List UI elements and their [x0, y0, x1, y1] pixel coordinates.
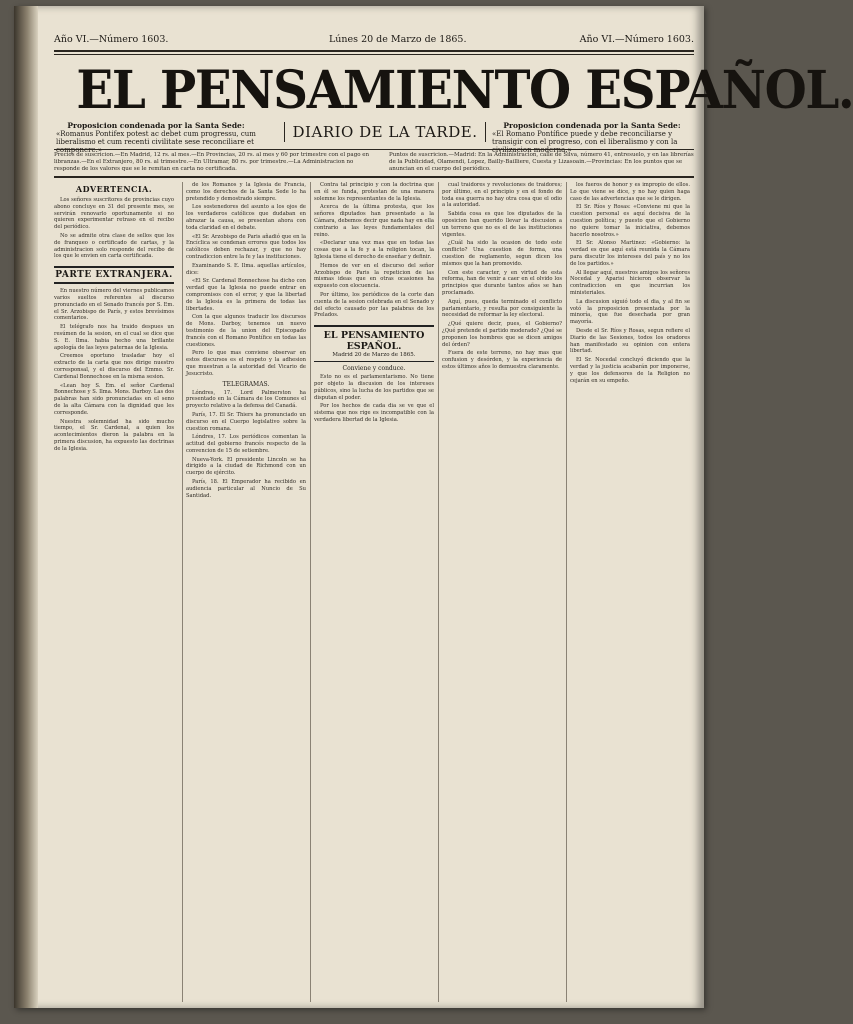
rule-top — [54, 50, 694, 52]
article-paragraph: Examinando S. E. Ilma. aquellas artículos, dice: — [186, 262, 306, 276]
column-4 — [438, 182, 562, 1002]
column-1 — [54, 182, 174, 1002]
proposition-left-text: «Romanus Pontifex potest ac debet cum progressu, cum liberalismo et cum recenti civilitate sese reconciliare et componere.» — [56, 130, 256, 154]
article-paragraph: «El Sr. Arzobispo de Paris añadió que en la Encíclica se condenan errores que todos los católicos deben rechazar, y que no hay contradiccion entre la fe y las instituciones. — [186, 233, 306, 260]
article-paragraph: «Declarar una vez mas que en todas las cosas que a la fe y a la religion tocan, la Iglesia tiene el derecho de enseñar y definir. — [314, 240, 434, 260]
editorial-header — [314, 325, 434, 362]
article-paragraph: La discusion siguió todo el dia, y al fin se votó la proposicion presentada por la minoría, que fue desechada por gran mayoría. — [570, 298, 690, 326]
editorial-paragraph: Esto no es el parlamentarismo. No tiene por objeto la discusion de los intereses públicos, sino la lucha de los partidos que se disputan el poder. — [314, 374, 434, 401]
subscription-prices: Precios de suscricion.—En Madrid, 12 rs. al mes.—En Provincias, 20 rs. al mes y 60 por trimestre con el pago en libranzas.—En el Extranjero, 80 rs. al trimestre.—En Ultramar, 80 rs. por trimestre.—La Administracion no responde de los valores que se le remitan en carta no certificada. — [54, 152, 370, 172]
rule-top-thin — [54, 54, 694, 55]
proposition-left-title: Proposicion condenada por la Santa Sede: — [67, 121, 245, 130]
article-paragraph: Creemos oportuno trasladar hoy el extracto de la carta que nos dirige nuestro corresponsal, y el discurso del Emmo. Sr. Cardenal Bonnechose en la misma sesion. — [54, 353, 174, 380]
telegram-item: Nueva-York. El presidente Lincoln se ha dirigido a la ciudad de Richmond con un cuerpo de ejército. — [186, 456, 306, 477]
article-paragraph: «Lean hoy S. Em. el señor Cardenal Bonnechose y S. Ilma. Mons. Darboy. Las dos palabras han sido pronunciadas en el seno de la alta Cámara con la dignidad que les corresponde. — [54, 382, 174, 416]
article-paragraph: Al llegar aquí, nuestros amigos los señores Nocedal y Aparisi hicieron observar la contradiccion en que incurrian los ministeriales. — [570, 269, 690, 296]
telegrams-title: TELEGRAMAS. — [222, 380, 270, 388]
article-paragraph: Hemos de ver en el discurso del señor Arzobispo de Paris la repeticion de las mismas ideas que en otras ocasiones ha expuesto con elocuencia. — [314, 262, 434, 290]
editorial-subheading: Conviene y conduce. — [342, 365, 406, 373]
article-paragraph: Acerca de la última protesta, que los señores diputados han presentado a la Cámara, debemos decir que nada hay en ella contrario a las leyes fundamentales del reino. — [314, 204, 434, 238]
page-binding — [14, 6, 38, 1008]
article-paragraph: Desde el Sr. Ríos y Rosas, segun refiere el Diario de las Sesiones, todos los oradores han manifestado su opinion con entera libertad. — [570, 327, 690, 355]
editorial-paragraph: Por los hechos de cada dia se ve que el sistema que nos rige es incompatible con la verdadera libertad de la Iglesia. — [314, 403, 434, 423]
subscription-terms — [54, 152, 694, 174]
column-5 — [566, 182, 690, 1002]
article-paragraph: cual traidores y revoluciones de traidores; por último, en el principio y en el fondo de toda esa guerra no hay otra cosa que el odio a la autoridad. — [442, 182, 562, 209]
article-paragraph: Pero lo que mas conviene observar en estos discursos es el respeto y la adhesion que muestran a la autoridad del Vicario de Jesucristo. — [186, 350, 306, 377]
article-paragraph: Nuestra solemnidad ha sido mucho tiempo, el Sr. Cardenal, a quien los acontecimientos dieron la palabra en la primera discusion, ha expuesto las doctrinas de la Iglesia. — [54, 418, 174, 452]
editorial-paper-name: EL PENSAMIENTO ESPAÑOL. — [323, 330, 425, 353]
subscription-points: Puntos de suscricion.—Madrid: En la Administracion, calle de Silva, número 41, entresuelo, y en las librerías de la Publicidad, Olamendi, Lopez, Bailly-Bailliere, Cuesta y Lizasoain.—Provincias: En los puntos que se anuncian en el cuerpo del periódico. — [389, 152, 694, 172]
article-paragraph: Por último, los periódicos de la corte dan cuenta de la sesion celebrada en el Senado y del efecto causado por las palabras de los Prelados. — [314, 291, 434, 319]
article-paragraph: Sabida cosa es que los diputados de la oposicion han querido llevar la discusion a un terreno que no es el de las instituciones vigentes. — [442, 211, 562, 238]
article-paragraph: El Sr. Ríos y Rosas: «Conviene mi que la cuestion personal es aquí decisiva de la cuestion política; y puesto que el Gobierno no quiere tomar la iniciativa, debemos hacerlo nosotros.» — [570, 204, 690, 238]
rule-body-top — [54, 176, 694, 178]
top-info-line — [54, 34, 694, 48]
article-paragraph: El Sr. Alonso Martinez: «Gobierno: la verdad es que aquí está reunida la Cámara para discutir los intereses del país y no los de los partidos.» — [570, 240, 690, 267]
article-paragraph: El telégrafo nos ha traido despues un resúmen de la sesion, en el cual se dice que S. E. Ilma. habia hecho una brillante apología de las leyes paternas de la Iglesia. — [54, 324, 174, 351]
article-paragraph: Fuera de este terreno, no hay mas que confusion y desórden, y la experiencia de estos últimos años lo demuestra claramente. — [442, 350, 562, 370]
column-2 — [182, 182, 306, 1002]
column-3 — [310, 182, 434, 1002]
article-paragraph: «El Sr. Cardenal Bonnechose ha dicho con verdad que la Iglesia no puede entrar en compromisos con el error, y que la libertad de la Iglesia es la primera de todas las libertades. — [186, 278, 306, 312]
article-paragraph: Contra tal principio y con la doctrina que en él se funda, protestan de una manera solemne los representantes de la Iglesia. — [314, 182, 434, 202]
telegram-item: Lóndres, 17. Lord Palmerston ha presentado en la Cámara de los Comunes el proyecto relativo a la defensa del Canadá. — [186, 389, 306, 410]
telegram-item: París, 18. El Emperador ha recibido en audiencia particular al Nuncio de Su Santidad. — [186, 479, 306, 499]
section-heading-foreign: PARTE EXTRANJERA. — [54, 266, 174, 284]
proposition-right-title: Proposicion condenada por la Santa Sede: — [503, 121, 681, 130]
masthead-title: EL PENSAMIENTO ESPAÑOL. — [76, 60, 853, 121]
advert-paragraph: Los señores suscritores de provincias cuyo abono concluye en 31 del presente mes, se servirán renovarlo oportunamente si no quieren experimentar retraso en el recibo del periódico. — [54, 197, 174, 231]
article-paragraph: de los Romanos y la Iglesia de Francia, como los derechos de la Santa Sede lo ha pretendido y demostrado siempre. — [186, 182, 306, 202]
proposition-right-text: «El Romano Pontífice puede y debe reconciliarse y transigir con el progreso, con el liberalismo y con la civilizacion moderna.» — [492, 130, 678, 154]
advert-paragraph: No se admite otra clase de sellos que los de franqueo o certificado de cartas, y la administracion solo responde del recibo de los que le envien en carta certificada. — [54, 232, 174, 260]
article-columns — [54, 182, 694, 1002]
article-paragraph: los fueros de honor y es impropio de ellos. Lo que viene se dice, y no hay quien haga caso de las advertencias que se le dirigen. — [570, 182, 690, 202]
subtitle: DIARIO DE LA TARDE. — [284, 122, 486, 142]
issue-left: Año VI.—Número 1603. — [54, 34, 169, 45]
article-paragraph: Aquí, pues, queda terminado el conflicto parlamentario, y resulta por consiguiente la necesidad de reformar la ley electoral. — [442, 298, 562, 319]
article-paragraph: En nuestro número del viernes publicamos varios sueltos referentes al discurso pronunciado en el Senado francés por S. Em. el Sr. Arzobispo de París, y estos brevísimos comentarios. — [54, 288, 174, 322]
article-paragraph: ¿Cuál ha sido la ocasion de todo este conflicto? Una cuestion de forma, una cuestion de reglamento, segun dicen los mismos que la han promovido. — [442, 240, 562, 267]
newspaper-page — [14, 6, 853, 1008]
article-paragraph: El Sr. Nocedal concluyó diciendo que la verdad y la justicia acabarán por imponerse, y que los defensores de la Religion no cejarán en su empeño. — [570, 357, 690, 384]
issue-date: Lúnes 20 de Marzo de 1865. — [329, 34, 467, 45]
article-paragraph: Los sostenedores del asunto a los ojos de los verdaderos católicos que dudaban en abrazar la causa, se presentan ahora con toda claridad en el debate. — [186, 204, 306, 231]
editorial-date: Madrid 20 de Marzo de 1865. — [332, 352, 416, 359]
article-paragraph: Con este caracter, y en virtud de esta reforma, han de venir a caer en el olvido los principios que durante tantos años se han proclamado. — [442, 269, 562, 296]
article-paragraph: ¿Qué quiere decir, pues, el Gobierno? ¿Qué pretende el partido moderado? ¿Qué se proponen los hombres que se dicen amigos del órden? — [442, 321, 562, 348]
article-paragraph: Con la que algunos traducir los discursos de Mons. Darboy, tenemos un nuevo testimonio de la union del Episcopado francés con el Romano Pontífice en todas las cuestiones. — [186, 314, 306, 348]
issue-right: Año VI.—Número 1603. — [579, 34, 694, 45]
subhead — [54, 122, 694, 152]
telegram-item: Lóndres, 17. Los periódicos comentan la actitud del gobierno francés respecto de la convencion de 15 de setiembre. — [186, 434, 306, 454]
rule-terms-top — [54, 149, 694, 150]
telegram-item: París, 17. El Sr. Thiers ha pronunciado un discurso en el Cuerpo legislativo sobre la cuestion romana. — [186, 411, 306, 432]
advert-title: ADVERTENCIA. — [75, 184, 153, 194]
